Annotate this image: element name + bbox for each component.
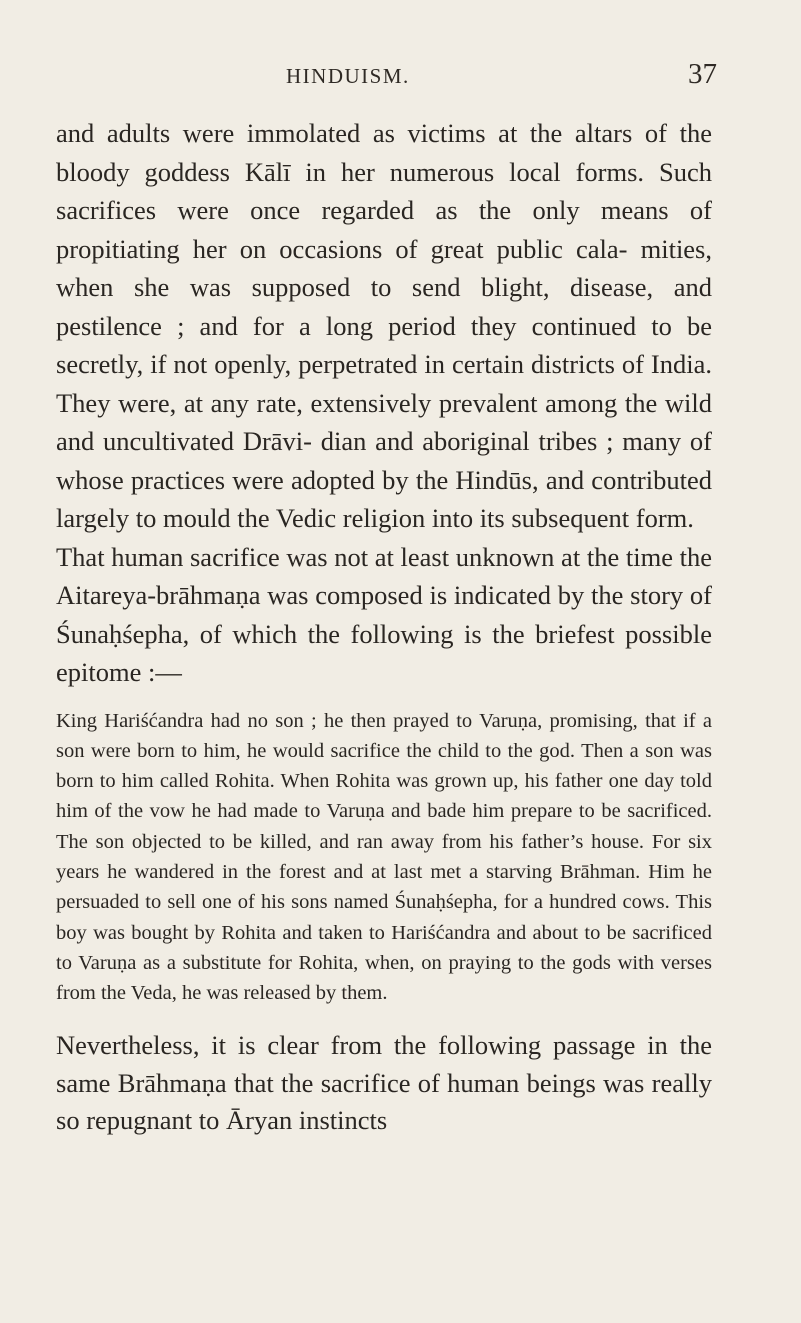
running-head: [0, 58, 801, 98]
paragraph-aitareya-brahmana: That human sacrifice was not at least unknown at the time the Aitareya-brāhmaṇa was composed is indicated by the story of Śunaḥśepha, of which the following is the briefest possible epitome :—: [56, 541, 712, 687]
body-text: [56, 114, 712, 1140]
page-number: 37: [688, 58, 717, 90]
paragraph-kali-sacrifices: and adults were immolated as victims at the altars of the bloody goddess Kālī in her numerous local forms. Such sacrifices were once regarded as the only means of propitiating her on occasions of great public cala- mities, when she was supposed to send blight, disease, and pestilence ; and for a long period they continued to be secretly, if not openly, perpetrated in certain districts of India. They were, at any rate, extensively prevalent among the wild and uncultivated Drāvi- dian and aboriginal tribes ; many of whose practices were adopted by the Hindūs, and contributed largely to mould the Vedic religion into its subsequent form.: [56, 118, 712, 533]
paragraph-nevertheless: Nevertheless, it is clear from the following passage in the same Brāhmaṇa that the sacrifice of human beings was really so repugnant to Āryan instincts: [56, 1030, 712, 1136]
running-title: HINDUISM.: [286, 64, 410, 88]
extract-sunahsepha-epitome: King Hariśćandra had no son ; he then prayed to Varuṇa, promising, that if a son were born to him, he would sacrifice the child to the god. Then a son was born to him called Rohita. When Rohita was grown up, his father one day told him of the vow he had made to Varuṇa and bade him prepare to be sacrificed. The son objected to be killed, and ran away from his father’s house. For six years he wandered in the forest and at last met a starving Brāhman. Him he persuaded to sell one of his sons named Śunaḥśepha, for a hundred cows. This boy was bought by Rohita and taken to Hariśćandra and about to be sacrificed to Varuṇa as a substitute for Rohita, when, on praying to the gods with verses from the Veda, he was released by them.: [56, 709, 712, 1005]
